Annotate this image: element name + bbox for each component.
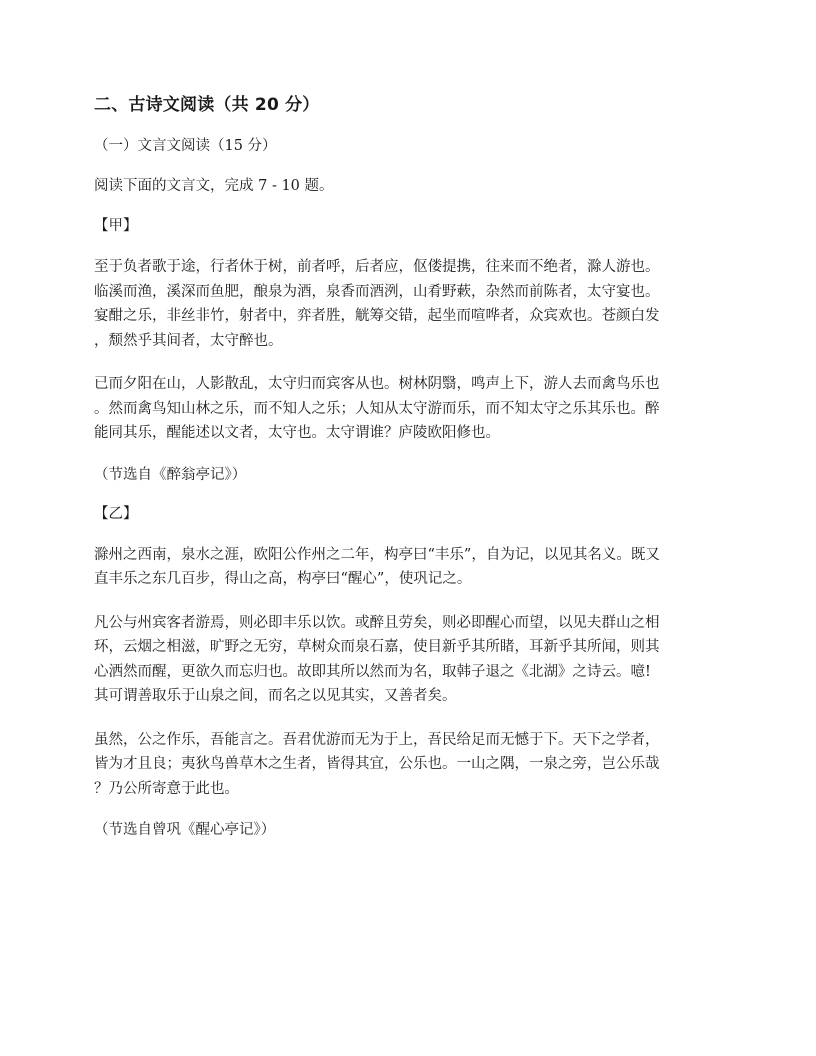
text-line: 环，云烟之相滋，旷野之无穷，草树众而泉石嘉，使目新乎其所睹，耳新乎其所闻，则其: [94, 639, 660, 655]
text-line: 其可谓善取乐于山泉之间，而名之以见其实，又善者矣。: [94, 688, 457, 704]
passage-yi-source: （节选自曾巩《醒心亭记》）: [94, 822, 276, 838]
document-page: [94, 94, 720, 859]
text-line: ，颓然乎其间者，太守醉也。: [94, 332, 283, 349]
text-line: ？乃公所寄意于此也。: [94, 780, 239, 797]
passage-jia-paragraph-2: [94, 372, 720, 446]
passage-yi-paragraph-1: [94, 543, 720, 592]
section-title: 二、古诗文阅读（共 20 分）: [94, 95, 320, 115]
text-line: 能同其乐，醒能述以文者，太守也。太守谓谁？庐陵欧阳修也。: [94, 425, 500, 441]
passage-jia-label: 【甲】: [94, 218, 138, 234]
text-line: 。然而禽鸟知山林之乐，而不知人之乐；人知从太守游而乐，而不知太守之乐其乐也。醉: [94, 400, 660, 417]
reading-instruction: 阅读下面的文言文，完成 7 - 10 题。: [94, 178, 334, 194]
text-line: 凡公与州宾客者游焉，则必即丰乐以饮。或醉且劳矣，则必即醒心而望，以见夫群山之相: [94, 614, 660, 631]
text-line: 皆为才且良；夷狄鸟兽草木之生者，皆得其宜，公乐也。一山之隅，一泉之旁，岂公乐哉: [94, 756, 660, 772]
passage-yi-label: 【乙】: [94, 505, 138, 522]
text-line: 至于负者歌于途，行者休于树，前者呼，后者应，伛偻提携，往来而不绝者，滁人游也。: [94, 259, 660, 275]
text-line: 滁州之西南，泉水之涯，欧阳公作州之二年，构亭曰“丰乐”，自为记，以见其名义。既又: [94, 546, 660, 563]
passage-jia-source: （节选自《醉翁亭记》）: [94, 466, 247, 483]
text-line: 直丰乐之东几百步，得山之高，构亭曰“醒心”，使巩记之。: [94, 571, 472, 587]
text-line: 虽然，公之作乐，吾能言之。吾君优游而无为于上，吾民给足而无憾于下。天下之学者，: [94, 731, 660, 748]
passage-jia-paragraph-1: [94, 255, 720, 353]
subsection-title: （一）文言文阅读（15 分）: [94, 138, 277, 154]
text-line: 已而夕阳在山，人影散乱，太守归而宾客从也。树林阴翳，鸣声上下，游人去而禽鸟乐也: [94, 376, 660, 392]
text-line: 临溪而渔，溪深而鱼肥，酿泉为酒，泉香而酒洌，山肴野蔌，杂然而前陈者，太守宴也。: [94, 283, 660, 300]
text-line: 宴酣之乐，非丝非竹，射者中，弈者胜，觥筹交错，起坐而喧哗者，众宾欢也。苍颜白发: [94, 308, 660, 324]
text-line: 心洒然而醒，更欲久而忘归也。故即其所以然而为名，取韩子退之《北湖》之诗云。噫!: [94, 663, 651, 680]
passage-yi-paragraph-3: [94, 728, 720, 802]
passage-yi-paragraph-2: [94, 611, 720, 709]
